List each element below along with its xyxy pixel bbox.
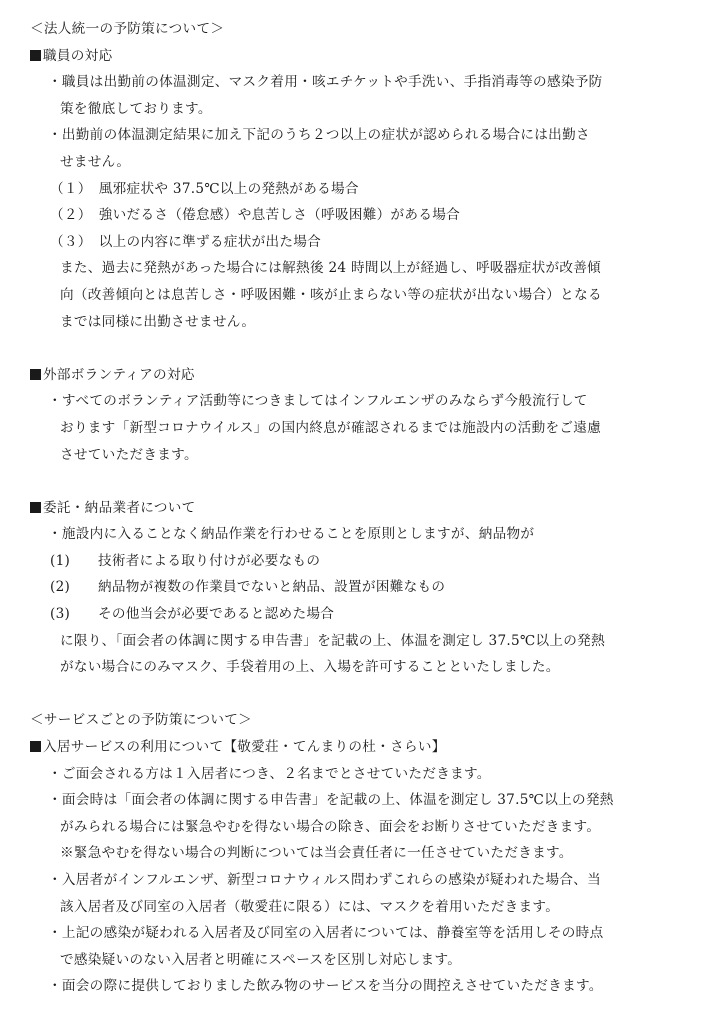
volunteer-bullet-line2: おります「新型コロナウイルス」の国内終息が確認されるまでは施設内の活動をご遠慮 (60, 419, 602, 436)
contractor-bullet: ・施設内に入ることなく納品作業を行わせることを原則としますが、納品物が (48, 526, 535, 543)
staff-item-1: （１） 風邪症状や 37.5℃以上の発熱がある場合 (50, 180, 359, 197)
residence-title-text: 入居サービスの利用について【敬愛荘・てんまりの杜・さらい】 (43, 739, 446, 756)
staff-note-line1: また、過去に発熱があった場合には解熱後 24 時間以上が経過し、呼吸器症状が改善傾 (60, 260, 602, 277)
volunteer-bullet-line3: させていただきます。 (60, 446, 198, 463)
staff-title-text: 職員の対応 (43, 47, 113, 64)
square-bullet-icon (30, 741, 41, 752)
spacer (30, 468, 682, 495)
residence-bullet1: ・ご面会される方は１入居者につき、２名までとさせていただきます。 (48, 765, 491, 782)
residence-bullet3-line1: ・入居者がインフルエンザ、新型コロナウィルス問わずこれらの感染が疑われた場合、当 (48, 872, 602, 888)
volunteer-title-text: 外部ボランティアの対応 (43, 366, 195, 383)
residence-bullet4-line2: で感染疑いのない入居者と明確にスペースを区別し対応します。 (60, 951, 462, 968)
service-heading: ＜サービスごとの予防策について＞ (30, 712, 253, 729)
residence-section-title (30, 734, 682, 761)
residence-bullet2-line2: がみられる場合には緊急やむを得ない場合の除き、面会をお断りさせていただきます。 (60, 818, 601, 835)
staff-item-3: （３） 以上の内容に準ずる症状が出た場合 (50, 233, 322, 250)
staff-bullet1-line2: 策を徹底しております。 (60, 100, 212, 117)
residence-bullet4-line1: ・上記の感染が疑われる入居者及び同室の入居者については、静養室等を活用しその時点 (48, 925, 604, 942)
residence-bullet2-line1: ・面会時は「面会者の体調に関する申告書」を記載の上、体温を測定し 37.5℃以上の発熱 (48, 792, 614, 809)
residence-bullet3-line2: 該入居者及び同室の入居者（敬愛荘に限る）には、マスクを着用いただきます。 (60, 898, 560, 915)
corporate-heading: ＜法人統一の予防策について＞ (30, 21, 225, 37)
staff-bullet2-line2: せません。 (60, 153, 131, 170)
contractor-note-line1: に限り、「面会者の体調に関する申告書」を記載の上、体温を測定し 37.5℃以上の発熱 (60, 632, 605, 649)
contractor-item-1: (1) 技術者による取り付けが必要なもの (50, 552, 321, 569)
staff-section-title (30, 43, 682, 70)
volunteer-bullet-line1: ・すべてのボランティア活動等につきましてはインフルエンザのみならず今般流行して (48, 393, 588, 410)
staff-bullet1-line1: ・職員は出勤前の体温測定、マスク着用・咳エチケットや手洗い、手指消毒等の感染予防 (48, 74, 603, 91)
contractor-item-3: (3) その他当会が必要であると認めた場合 (50, 606, 335, 623)
contractor-title-text: 委託・納品業者について (43, 499, 196, 516)
staff-note-line2: 向（改善傾向とは息苦しさ・呼吸困難・咳が止まらない等の症状が出ない場合）となる (60, 286, 602, 303)
square-bullet-icon (30, 369, 41, 380)
residence-bullet5: ・面会の際に提供しておりました飲み物のサービスを当分の間控えさせていただきます。 (48, 978, 603, 995)
volunteer-section-title (30, 362, 682, 389)
square-bullet-icon (30, 50, 41, 61)
contractor-section-title (30, 495, 682, 522)
square-bullet-icon (30, 502, 41, 513)
staff-note-line3: までは同様に出勤させません。 (60, 313, 256, 330)
residence-bullet2-line3: ※緊急やむを得ない場合の判断については当会責任者に一任させていただきます。 (60, 845, 573, 862)
contractor-item-2: (2) 納品物が複数の作業員でないと納品、設置が困難なもの (50, 579, 446, 596)
staff-bullet2-line1: ・出勤前の体温測定結果に加え下記のうち２つ以上の症状が認められる場合には出勤さ (48, 127, 590, 144)
spacer (30, 681, 682, 708)
contractor-note-line2: がない場合にのみマスク、手袋着用の上、入場を許可することといたしました。 (60, 659, 560, 676)
spacer (30, 335, 682, 362)
staff-item-2: （２） 強いだるさ（倦怠感）や息苦しさ（呼吸困難）がある場合 (50, 207, 461, 224)
